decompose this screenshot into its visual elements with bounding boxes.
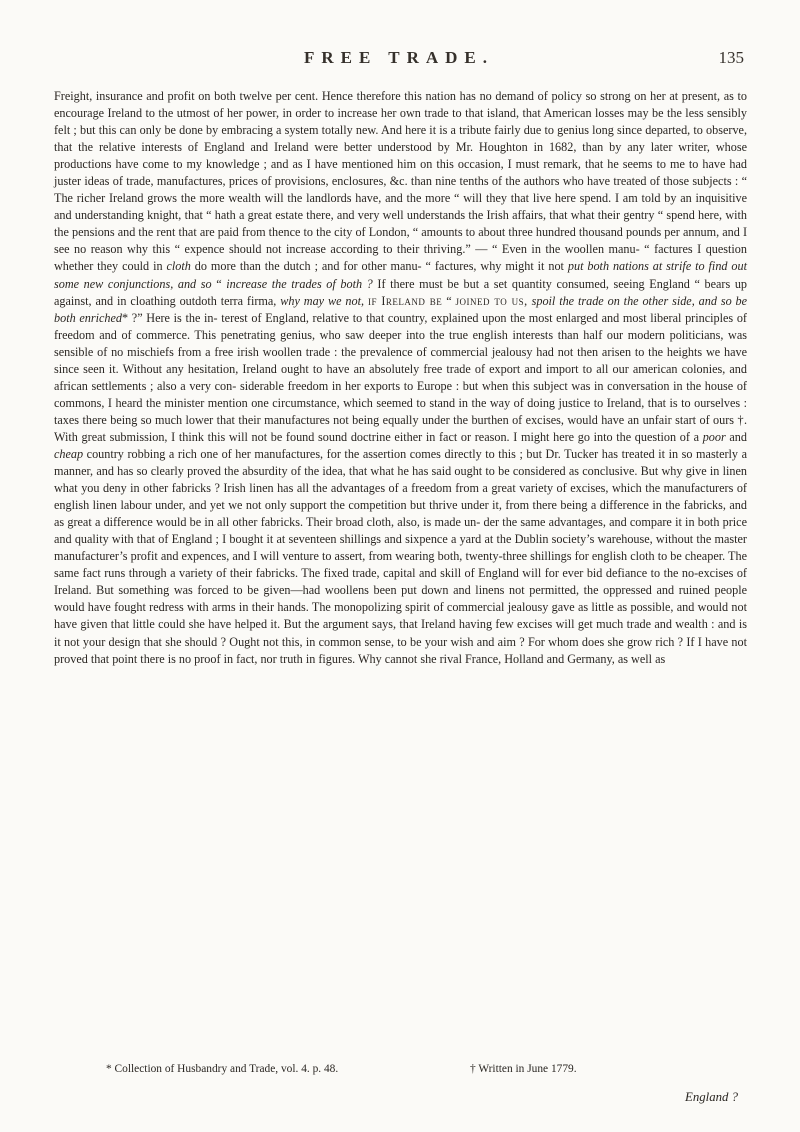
text-segment: country robbing a rich one of her manufactures, for the assertion comes directly to this ; but Dr. Tucker has treated it in so masterly a manner, and has so clearly proved the absurdity of the idea, that what he has said ought to be considered as conclusive. But why give in linen what you deny in other fabricks ? Irish linen has all the advantages of a freedom from a great variety of excises, which the manufacturers of english linen labour under, and yet we not only support the competition but thrive under it, from there being a difference in the fabricks, and as great a difference would be in all other fabricks. Their broad cloth, also, is made un- der the same advantages, and compare it in both price and quality with that of England ; I bought it at seventeen shillings and sixpence a yard at the Dublin society’s warehouse, without the master manufacturer’s profit and expences, and I will venture to assert, from wearing both, twenty-three shillings for english cloth to be cheaper. The same fact runs through a variety of their fabricks. The fixed trade, capital and skill of England will for ever bid defiance to the no-excises of Ireland. But something was forced to be given—had woollens been put down and linens not permitted, the oppressed and ruined people would have fought redress with arms in their hands. The monopolizing spirit of commercial jealousy gave as little as possible, and would not have given that little could she have helped it. But the argument says, that Ireland having few excises will get much trade and wealth : and is it not your design that she should ? Ought not this, in common sense, to be your wish and aim ? For whom does she grow rich ? If I have not proved that point there is no proof in fact, nor truth in figures. Why cannot she rival France, Holland and Germany, as well as [54, 446, 747, 666]
main-paragraph [54, 88, 747, 668]
catchword: England ? [685, 1090, 738, 1104]
text-segment: “ [216, 276, 222, 291]
body-text [54, 88, 747, 668]
running-head [54, 48, 744, 74]
running-title: FREE TRADE. [303, 48, 495, 67]
text-segment: do more than the dutch ; and for other manu- “ factures, why might it not [194, 259, 564, 274]
footnotes [54, 1063, 744, 1083]
footnote-collection: * Collection of Husbandry and Trade, vol. 4. p. 48. [106, 1063, 339, 1075]
text-segment: Freight, insurance and profit on both twelve per cent. Hence therefore this nation has no demand of policy so strong on her at present, as to encourage Ireland to the utmost of her power, in order to increase her own trade to that island, that American losses may be the less sensibly felt ; but this can only be done by embracing a system totally new. And here it is a tribute fairly due to genius long since departed, to observe, that the relative interests of England and Ireland were better understood by Mr. Houghton in 1682, than by any later writer, whose productions have come to my knowledge ; and as I have mentioned him on this occasion, I must remark, that he seems to me to have had juster ideas of trade, manufactures, prices of provisions, enclosures, &c. than nine tenths of the authors who have treated of those subjects : “ The richer Ireland grows the more wealth will the landlords have, and the more “ will they that live here spend. I am told by an inquisitive and understanding knight, that “ hath a great estate there, and very well understands the Irish affairs, that what their gentry “ spend here, with the pensions and the rent that are paid from thence to the city of London, “ amounts to about three hundred thousand pounds per annum, and I see no reason why this “ expence should not increase according to their thriving.” — “ Even in the woollen manu- “ factures I question whether they could in [54, 89, 747, 274]
italic-segment: spoil the trade on the other side, and so be both enriched [54, 293, 748, 325]
footnote-written-date: † Written in June 1779. [470, 1063, 577, 1075]
small-caps-segment: if Ireland be [367, 293, 443, 308]
italic-segment: cloth [166, 259, 191, 274]
text-segment: * ?” Here is the in- terest of England, relative to that country, explained upon the most enlarged and most liberal principles of freedom and of commerce. This penetrating genius, who saw deeper into the true english interests than half our modern politicians, was sensible of no mischiefs from a free irish woollen trade : the prevalence of commercial jealousy had not then arisen to the heights we have since seen it. Without any hesitation, Ireland ought to have an absolutely free trade of export and import to all our american colonies, and african settlements ; also a very con- siderable freedom in her exports to Europe : but when this subject was in conversation in the house of commons, I heard the minister mention one circumstance, which seemed to stand in the way of doing justice to Ireland, that is to ourselves : taxes there being so much lower that their manufactures not being equally under the burthen of excises, would have an unfair start of ours †. With great submission, I think this will not be found sound doctrine either in fact or reason. I might here go into the question of a [54, 310, 747, 444]
page-number: 135 [718, 48, 744, 67]
text-segment: “ [446, 293, 452, 308]
small-caps-segment: joined to us, [455, 293, 528, 308]
italic-segment: cheap [54, 446, 84, 461]
italic-segment: increase the trades of both ? [226, 276, 373, 291]
text-segment: and [729, 429, 747, 444]
text-segment: If there must be but a set quantity consumed, seeing England “ bears up against, and in cloathing outdoth terra firma, [54, 276, 748, 308]
italic-segment: poor [702, 429, 726, 444]
italic-segment: put both nations at strife to find out some new conjunctions, and so [54, 259, 747, 291]
italic-segment: why may we not, [280, 293, 365, 308]
